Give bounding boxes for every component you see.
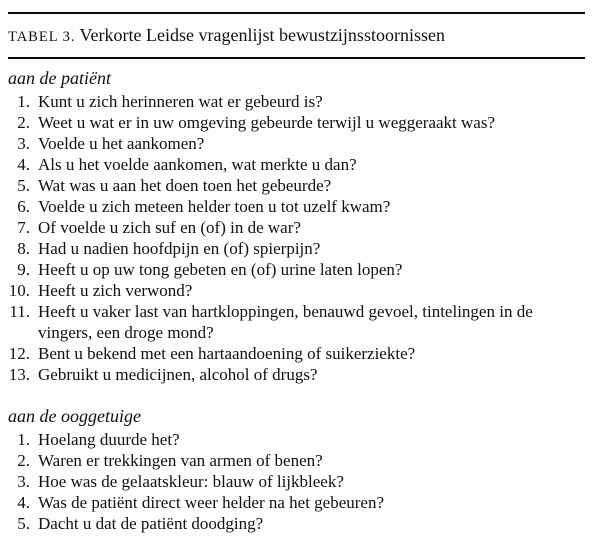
question-row xyxy=(8,450,585,471)
question-text: Of voelde u zich suf en (of) in de war? xyxy=(38,218,301,237)
question-number: 13. xyxy=(8,365,30,384)
question-number: 9. xyxy=(17,260,30,279)
question-number: 5. xyxy=(17,176,30,195)
question-text: Had u nadien hoofdpijn en (of) spierpijn? xyxy=(38,239,321,258)
caption-rule xyxy=(8,57,585,59)
question-number: 12. xyxy=(8,344,30,363)
question-row xyxy=(8,133,585,154)
question-text: Voelde u het aankomen? xyxy=(38,134,205,153)
question-text: Kunt u zich herinneren wat er gebeurd is? xyxy=(38,92,323,111)
section-patient xyxy=(8,67,585,385)
question-text: Hoelang duurde het? xyxy=(38,430,180,449)
question-row xyxy=(8,217,585,238)
question-row xyxy=(8,492,585,513)
table-label: TABEL 3. xyxy=(8,29,76,45)
question-number: 4. xyxy=(17,155,30,174)
question-number: 1. xyxy=(17,92,30,111)
question-text: Gebruikt u medicijnen, alcohol of drugs? xyxy=(38,365,318,384)
question-text: Hoe was de gelaatskleur: blauw of lijkbleek? xyxy=(38,472,344,491)
question-row xyxy=(8,364,585,385)
question-number: 8. xyxy=(17,239,30,258)
question-text: Dacht u dat de patiënt doodging? xyxy=(38,514,264,533)
table-title: Verkorte Leidse vragenlijst bewustzijnsstoornissen xyxy=(79,25,445,45)
question-text: Als u het voelde aankomen, wat merkte u dan? xyxy=(38,155,357,174)
section-witness-heading: aan de ooggetuige xyxy=(8,406,141,426)
question-number: 3. xyxy=(17,134,30,153)
question-text: Voelde u zich meteen helder toen u tot uzelf kwam? xyxy=(38,197,391,216)
question-row xyxy=(8,513,585,534)
question-number: 11. xyxy=(9,302,30,321)
question-row xyxy=(8,280,585,301)
question-number: 1. xyxy=(17,430,30,449)
question-text: Heeft u op uw tong gebeten en (of) urine laten lopen? xyxy=(38,260,403,279)
question-number: 5. xyxy=(17,514,30,533)
question-row xyxy=(8,238,585,259)
question-row xyxy=(8,154,585,175)
question-text: Was de patiënt direct weer helder na het gebeuren? xyxy=(38,493,385,512)
question-text: Heeft u vaker last van hartkloppingen, benauwd gevoel, tintelingen in de vingers, een droge mond? xyxy=(38,302,533,342)
question-row xyxy=(8,259,585,280)
question-row xyxy=(8,471,585,492)
question-row xyxy=(8,301,585,343)
table-caption xyxy=(8,14,585,57)
question-text: Wat was u aan het doen toen het gebeurde? xyxy=(38,176,332,195)
question-text: Bent u bekend met een hartaandoening of suikerziekte? xyxy=(38,344,416,363)
question-number: 3. xyxy=(17,472,30,491)
question-row xyxy=(8,196,585,217)
question-number: 2. xyxy=(17,451,30,470)
question-row xyxy=(8,429,585,450)
question-number: 7. xyxy=(17,218,30,237)
section-patient-heading: aan de patiënt xyxy=(8,68,111,88)
question-number: 6. xyxy=(17,197,30,216)
question-row xyxy=(8,343,585,364)
question-row xyxy=(8,91,585,112)
section-witness xyxy=(8,405,585,534)
question-row xyxy=(8,175,585,196)
question-number: 10. xyxy=(8,281,30,300)
question-number: 2. xyxy=(17,113,30,132)
question-text: Waren er trekkingen van armen of benen? xyxy=(38,451,323,470)
question-text: Weet u wat er in uw omgeving gebeurde terwijl u weggeraakt was? xyxy=(38,113,495,132)
question-number: 4. xyxy=(17,493,30,512)
question-text: Heeft u zich verwond? xyxy=(38,281,193,300)
question-row xyxy=(8,112,585,133)
